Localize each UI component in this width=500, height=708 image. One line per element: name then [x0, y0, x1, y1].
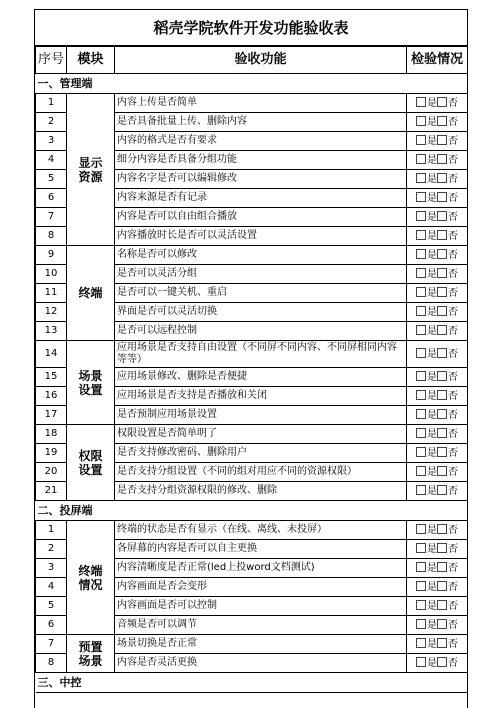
module-cell — [67, 94, 115, 246]
checkbox-no[interactable] — [437, 447, 447, 457]
feature-cell: 是否支持分组设置（不同的组对用应不同的资源权限） — [115, 463, 407, 482]
module-cell — [67, 521, 115, 635]
checkbox-yes[interactable] — [416, 562, 426, 572]
feature-cell: 内容来源是否有记录 — [115, 189, 407, 208]
checkbox-no[interactable] — [437, 466, 447, 476]
header-row — [36, 47, 468, 74]
checkbox-no[interactable] — [437, 562, 447, 572]
checkbox-label: 否 — [448, 485, 458, 497]
checkbox-label: 是 — [427, 306, 437, 318]
row-number: 15 — [36, 368, 67, 387]
checkbox-no[interactable] — [437, 230, 447, 240]
check-cell — [407, 654, 468, 673]
section-row — [36, 673, 468, 693]
feature-cell: 应用场景修改、删除是否便捷 — [115, 368, 407, 387]
module-label: 场景 — [78, 653, 103, 668]
acceptance-sheet — [34, 9, 468, 708]
check-cell — [407, 425, 468, 444]
feature-cell: 内容画面是否会变形 — [115, 578, 407, 597]
row-number: 20 — [36, 463, 67, 482]
row-number: 14 — [36, 341, 67, 368]
row-number: 12 — [36, 303, 67, 322]
module-label: 权限 — [78, 448, 103, 463]
checkbox-yes[interactable] — [416, 230, 426, 240]
checkbox-no[interactable] — [437, 287, 447, 297]
checkbox-label: 是 — [427, 268, 437, 280]
feature-cell: 是否支持分组资源权限的修改、删除 — [115, 482, 407, 501]
checkbox-label: 是 — [427, 409, 437, 421]
feature-cell: 是否具备批量上传、删除内容 — [115, 113, 407, 132]
module-label: 场景 — [78, 368, 103, 383]
check-cell — [407, 635, 468, 654]
checkbox-no[interactable] — [437, 97, 447, 107]
row-number: 4 — [36, 151, 67, 170]
table-row — [36, 635, 468, 654]
section-title: 三、中控 — [36, 673, 468, 693]
checkbox-no[interactable] — [437, 116, 447, 126]
checkbox-label: 否 — [448, 581, 458, 593]
feature-cell: 内容的格式是否有要求 — [115, 132, 407, 151]
checkbox-no[interactable] — [437, 428, 447, 438]
checkbox-yes[interactable] — [416, 325, 426, 335]
check-cell — [407, 559, 468, 578]
feature-cell: 应用场景是否支持自由设置（不同屏不同内容、不同屏相同内容等等） — [115, 341, 407, 368]
row-number: 7 — [36, 208, 67, 227]
row-number: 2 — [36, 540, 67, 559]
checkbox-no[interactable] — [437, 600, 447, 610]
row-number: 13 — [36, 322, 67, 341]
checkbox-label: 是 — [427, 581, 437, 593]
row-number: 2 — [36, 113, 67, 132]
feature-cell: 各屏幕的内容是否可以自主更换 — [115, 540, 407, 559]
checkbox-no[interactable] — [437, 211, 447, 221]
checkbox-yes[interactable] — [416, 390, 426, 400]
checkbox-yes[interactable] — [416, 116, 426, 126]
checkbox-no[interactable] — [437, 619, 447, 629]
module-cell — [67, 246, 115, 341]
checkbox-label: 否 — [448, 619, 458, 631]
section-row — [36, 74, 468, 94]
row-number: 4 — [36, 578, 67, 597]
checkbox-label: 是 — [427, 211, 437, 223]
feature-cell: 音频是否可以调节 — [115, 616, 407, 635]
checkbox-yes[interactable] — [416, 287, 426, 297]
module-label: 设置 — [78, 382, 103, 397]
checkbox-label: 是 — [427, 192, 437, 204]
checkbox-yes[interactable] — [416, 173, 426, 183]
checkbox-yes[interactable] — [416, 192, 426, 202]
header-seq: 序号 — [36, 47, 67, 74]
checkbox-no[interactable] — [437, 348, 447, 358]
checkbox-label: 是 — [427, 390, 437, 402]
feature-cell: 内容播放时长是否可以灵活设置 — [115, 227, 407, 246]
checkbox-label: 否 — [448, 657, 458, 669]
check-cell — [407, 151, 468, 170]
check-cell — [407, 540, 468, 559]
feature-cell: 终端的状态是否有显示（在线、离线、未投屏） — [115, 521, 407, 540]
checkbox-label: 是 — [427, 466, 437, 478]
module-label: 预置 — [78, 639, 103, 654]
row-number: 11 — [36, 284, 67, 303]
checkbox-yes[interactable] — [416, 657, 426, 667]
section-row — [36, 501, 468, 521]
checkbox-label: 否 — [448, 211, 458, 223]
check-cell — [407, 444, 468, 463]
feature-cell: 内容名字是否可以编辑修改 — [115, 170, 407, 189]
checkbox-label: 是 — [427, 619, 437, 631]
acceptance-table — [35, 46, 468, 693]
checkbox-label: 是 — [427, 287, 437, 299]
checkbox-label: 是 — [427, 543, 437, 555]
row-number: 16 — [36, 387, 67, 406]
checkbox-yes[interactable] — [416, 409, 426, 419]
checkbox-yes[interactable] — [416, 97, 426, 107]
module-label: 显示 — [78, 155, 103, 170]
header-module: 模块 — [67, 47, 115, 74]
checkbox-yes[interactable] — [416, 581, 426, 591]
check-cell — [407, 113, 468, 132]
checkbox-no[interactable] — [437, 192, 447, 202]
checkbox-label: 是 — [427, 428, 437, 440]
check-cell — [407, 132, 468, 151]
checkbox-label: 是 — [427, 348, 437, 360]
check-cell — [407, 463, 468, 482]
checkbox-label: 否 — [448, 524, 458, 536]
row-number: 5 — [36, 170, 67, 189]
feature-cell: 是否可以灵活分组 — [115, 265, 407, 284]
section-title: 二、投屏端 — [36, 501, 468, 521]
checkbox-yes[interactable] — [416, 268, 426, 278]
checkbox-yes[interactable] — [416, 619, 426, 629]
check-cell — [407, 94, 468, 113]
check-cell — [407, 482, 468, 501]
feature-cell: 内容是否可以自由组合播放 — [115, 208, 407, 227]
checkbox-yes[interactable] — [416, 466, 426, 476]
checkbox-label: 是 — [427, 154, 437, 166]
checkbox-label: 是 — [427, 249, 437, 261]
row-number: 10 — [36, 265, 67, 284]
module-cell — [67, 425, 115, 501]
checkbox-yes[interactable] — [416, 524, 426, 534]
checkbox-label: 是 — [427, 638, 437, 650]
checkbox-label: 是 — [427, 562, 437, 574]
checkbox-no[interactable] — [437, 638, 447, 648]
checkbox-no[interactable] — [437, 524, 447, 534]
header-feature: 验收功能 — [115, 47, 407, 74]
checkbox-label: 否 — [448, 249, 458, 261]
checkbox-label: 否 — [448, 135, 458, 147]
checkbox-no[interactable] — [437, 485, 447, 495]
check-cell — [407, 597, 468, 616]
feature-cell: 内容画面是否可以控制 — [115, 597, 407, 616]
checkbox-no[interactable] — [437, 306, 447, 316]
checkbox-label: 是 — [427, 325, 437, 337]
feature-cell: 细分内容是否具备分组功能 — [115, 151, 407, 170]
checkbox-label: 否 — [448, 97, 458, 109]
checkbox-yes[interactable] — [416, 485, 426, 495]
checkbox-no[interactable] — [437, 657, 447, 667]
checkbox-label: 否 — [448, 562, 458, 574]
checkbox-label: 是 — [427, 485, 437, 497]
checkbox-label: 否 — [448, 325, 458, 337]
table-row — [36, 341, 468, 368]
checkbox-label: 否 — [448, 371, 458, 383]
checkbox-label: 否 — [448, 638, 458, 650]
module-cell — [67, 341, 115, 425]
checkbox-no[interactable] — [437, 409, 447, 419]
check-cell — [407, 387, 468, 406]
feature-cell: 是否可以远程控制 — [115, 322, 407, 341]
feature-cell: 内容上传是否简单 — [115, 94, 407, 113]
row-number: 7 — [36, 635, 67, 654]
module-label: 情况 — [78, 577, 103, 592]
check-cell — [407, 616, 468, 635]
checkbox-label: 否 — [448, 116, 458, 128]
row-number: 6 — [36, 616, 67, 635]
checkbox-no[interactable] — [437, 154, 447, 164]
check-cell — [407, 189, 468, 208]
checkbox-yes[interactable] — [416, 447, 426, 457]
checkbox-label: 是 — [427, 116, 437, 128]
feature-cell: 是否可以一键关机、重启 — [115, 284, 407, 303]
checkbox-label: 否 — [448, 447, 458, 459]
section-title: 一、管理端 — [36, 74, 468, 94]
check-cell — [407, 303, 468, 322]
module-label: 终端 — [78, 286, 103, 300]
row-number: 1 — [36, 94, 67, 113]
checkbox-label: 是 — [427, 371, 437, 383]
checkbox-label: 否 — [448, 390, 458, 402]
checkbox-yes[interactable] — [416, 306, 426, 316]
feature-cell: 内容是否灵活更换 — [115, 654, 407, 673]
check-cell — [407, 341, 468, 368]
check-cell — [407, 406, 468, 425]
check-cell — [407, 170, 468, 189]
feature-cell: 是否支持修改密码、删除用户 — [115, 444, 407, 463]
checkbox-label: 是 — [427, 230, 437, 242]
module-label: 终端 — [78, 563, 103, 578]
check-cell — [407, 246, 468, 265]
checkbox-yes[interactable] — [416, 249, 426, 259]
checkbox-label: 否 — [448, 543, 458, 555]
row-number: 8 — [36, 227, 67, 246]
checkbox-no[interactable] — [437, 371, 447, 381]
checkbox-label: 是 — [427, 447, 437, 459]
checkbox-no[interactable] — [437, 390, 447, 400]
table-body — [36, 47, 468, 693]
check-cell — [407, 284, 468, 303]
checkbox-yes[interactable] — [416, 371, 426, 381]
check-cell — [407, 521, 468, 540]
feature-cell: 界面是否可以灵活切换 — [115, 303, 407, 322]
checkbox-yes[interactable] — [416, 154, 426, 164]
check-cell — [407, 265, 468, 284]
checkbox-yes[interactable] — [416, 428, 426, 438]
checkbox-label: 否 — [448, 192, 458, 204]
checkbox-no[interactable] — [437, 581, 447, 591]
checkbox-no[interactable] — [437, 249, 447, 259]
checkbox-yes[interactable] — [416, 348, 426, 358]
checkbox-no[interactable] — [437, 173, 447, 183]
checkbox-label: 是 — [427, 600, 437, 612]
checkbox-label: 否 — [448, 154, 458, 166]
check-cell — [407, 578, 468, 597]
checkbox-label: 否 — [448, 348, 458, 360]
document-title: 稻壳学院软件开发功能验收表 — [35, 10, 467, 46]
feature-cell: 名称是否可以修改 — [115, 246, 407, 265]
checkbox-label: 否 — [448, 600, 458, 612]
row-number: 6 — [36, 189, 67, 208]
checkbox-no[interactable] — [437, 325, 447, 335]
check-cell — [407, 368, 468, 387]
header-check: 检验情况 — [407, 47, 468, 74]
row-number: 18 — [36, 425, 67, 444]
row-number: 17 — [36, 406, 67, 425]
row-number: 1 — [36, 521, 67, 540]
table-row — [36, 94, 468, 113]
checkbox-yes[interactable] — [416, 600, 426, 610]
row-number: 5 — [36, 597, 67, 616]
checkbox-label: 否 — [448, 173, 458, 185]
checkbox-yes[interactable] — [416, 638, 426, 648]
check-cell — [407, 322, 468, 341]
checkbox-no[interactable] — [437, 135, 447, 145]
checkbox-label: 否 — [448, 466, 458, 478]
checkbox-label: 是 — [427, 173, 437, 185]
checkbox-no[interactable] — [437, 543, 447, 553]
checkbox-yes[interactable] — [416, 543, 426, 553]
check-cell — [407, 227, 468, 246]
checkbox-label: 否 — [448, 428, 458, 440]
table-row — [36, 425, 468, 444]
module-label: 设置 — [78, 462, 103, 477]
table-row — [36, 246, 468, 265]
checkbox-label: 是 — [427, 657, 437, 669]
row-number: 3 — [36, 132, 67, 151]
feature-cell: 内容清晰度是否正常(led上投word文档测试) — [115, 559, 407, 578]
feature-cell: 权限设置是否简单明了 — [115, 425, 407, 444]
table-row — [36, 521, 468, 540]
checkbox-label: 否 — [448, 306, 458, 318]
checkbox-label: 是 — [427, 135, 437, 147]
checkbox-label: 是 — [427, 524, 437, 536]
row-number: 3 — [36, 559, 67, 578]
module-cell — [67, 635, 115, 673]
feature-cell: 应用场景是否支持是否播放和关闭 — [115, 387, 407, 406]
checkbox-no[interactable] — [437, 268, 447, 278]
checkbox-label: 否 — [448, 230, 458, 242]
module-label: 资源 — [78, 169, 103, 184]
feature-cell: 场景切换是否正常 — [115, 635, 407, 654]
row-number: 19 — [36, 444, 67, 463]
check-cell — [407, 208, 468, 227]
checkbox-yes[interactable] — [416, 211, 426, 221]
checkbox-yes[interactable] — [416, 135, 426, 145]
checkbox-label: 否 — [448, 268, 458, 280]
row-number: 21 — [36, 482, 67, 501]
feature-cell: 是否预制应用场景设置 — [115, 406, 407, 425]
checkbox-label: 否 — [448, 287, 458, 299]
row-number: 9 — [36, 246, 67, 265]
checkbox-label: 否 — [448, 409, 458, 421]
checkbox-label: 是 — [427, 97, 437, 109]
row-number: 8 — [36, 654, 67, 673]
